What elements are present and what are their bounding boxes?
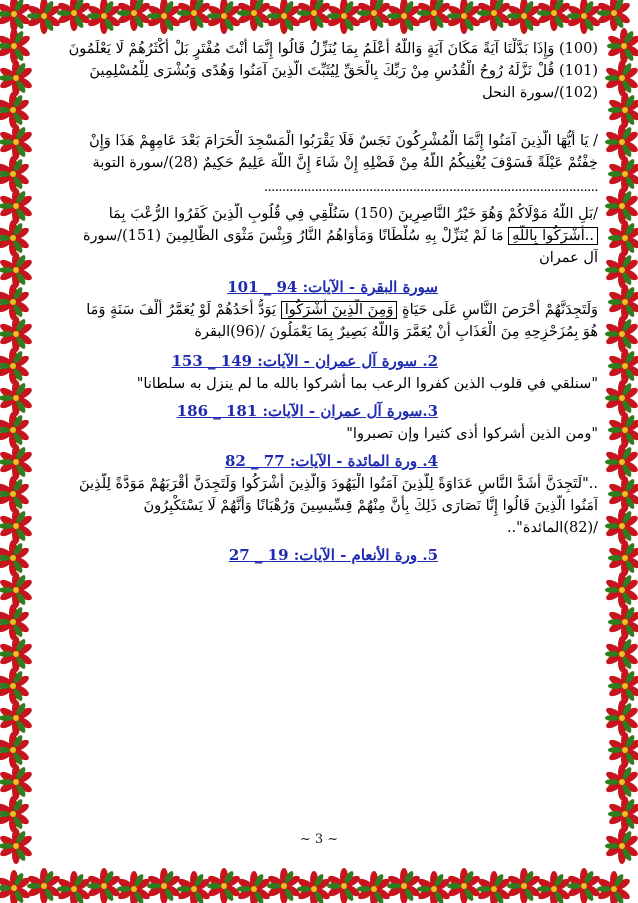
verse-text: وَلَتَجِدَنَّهُمْ أَحْرَصَ النَّاسِ عَلَى حَيَاةٍ bbox=[397, 302, 598, 318]
page-number: ~ 3 ~ bbox=[299, 832, 339, 847]
page-content bbox=[42, 38, 598, 848]
verse-line bbox=[42, 225, 598, 247]
section-heading: 4. ورة المائدة - الآيات: 77 _ 82 bbox=[224, 452, 438, 470]
section-heading: 2. سورة آل عمران - الآيات: 149 _ 153 bbox=[171, 352, 438, 370]
section-heading: سورة البقرة - الآيات: 94 _ 101 bbox=[227, 278, 438, 296]
section-heading: 5. ورة الأنعام - الآيات: 19 _ 27 bbox=[228, 546, 438, 564]
section-heading: 3.سورة آل عمران - الآيات: 181 _ 186 bbox=[176, 402, 438, 420]
quote-line: "ومن الذين أشركوا أذى كثيرا وإن تصبروا" bbox=[346, 426, 598, 442]
boxed-phrase: ..أَشْرَكُوا بِاللَّهِ bbox=[508, 227, 598, 245]
verse-line: خِفْتُمْ عَيْلَةً فَسَوْفَ يُغْنِيكُمُ اللَّهُ مِنْ فَضْلِهِ إِنْ شَاءَ إِنَّ اللَّهَ عَلِيمٌ حَكِيمٌ (28)/سورة التوبة bbox=[92, 155, 598, 171]
verse-line: .."لَتَجِدَنَّ أَشَدَّ النَّاسِ عَدَاوَةً لِلَّذِينَ آمَنُوا الْيَهُودَ وَالَّذِينَ أَشْرَكُوا وَلَتَجِدَنَّ أَقْرَبَهُمْ مَوَدَّةً لِلَّذِينَ bbox=[79, 476, 598, 492]
verse-line: /بَلِ اللَّهُ مَوْلَاكُمْ وَهُوَ خَيْرُ النَّاصِرِينَ (150) سَنُلْقِي فِي قُلُوبِ الَّذِينَ كَفَرُوا الرُّعْبَ بِمَا bbox=[108, 206, 598, 222]
verse-line: (100) وَإِذَا بَدَّلْنَا آيَةً مَكَانَ آيَةٍ وَاللَّهُ أَعْلَمُ بِمَا يُنَزِّلُ قَالُوا إِنَّمَا أَنْتَ مُفْتَرٍ بَلْ أَكْثَرُهُمْ لَا يَعْلَمُونَ bbox=[68, 41, 598, 57]
verse-text: مَا لَمْ يُنَزِّلْ بِهِ سُلْطَانًا وَمَأْوَاهُمُ النَّارُ وَبِئْسَ مَثْوَى الظَّالِمِينَ (151)/سورة bbox=[82, 228, 509, 244]
surah-reference: آل عمران bbox=[539, 250, 598, 266]
verse-line: هُوَ بِمُزَحْزِحِهِ مِنَ الْعَذَابِ أَنْ يُعَمَّرَ وَاللَّهُ بَصِيرٌ بِمَا يَعْمَلُونَ /(96)البقرة bbox=[194, 324, 598, 340]
verse-line bbox=[42, 299, 598, 321]
dotted-separator: ............................................................................................ bbox=[263, 180, 598, 195]
verse-line: / يَا أَيُّهَا الَّذِينَ آمَنُوا إِنَّمَا الْمُشْرِكُونَ نَجَسٌ فَلَا يَقْرَبُوا الْمَسْجِدَ الْحَرَامَ بَعْدَ عَامِهِمْ هَذَا وَإِنْ bbox=[89, 133, 598, 149]
boxed-phrase: وَمِنَ الَّذِينَ أَشْرَكُوا bbox=[281, 301, 398, 319]
quote-line: "سنلقي في قلوب الذين كفروا الرعب بما أشركوا بالله ما لم ينزل به سلطانا" bbox=[136, 376, 598, 392]
verse-line: آمَنُوا الَّذِينَ قَالُوا إِنَّا نَصَارَى ذَلِكَ بِأَنَّ مِنْهُمْ قِسِّيسِينَ وَرُهْبَانًا وَأَنَّهُمْ لَا يَسْتَكْبِرُونَ bbox=[143, 498, 598, 514]
surah-reference: (102)/سورة النحل bbox=[482, 85, 598, 101]
surah-reference: /(82)المائدة".. bbox=[506, 520, 598, 536]
verse-line: (101) قُلْ نَزَّلَهُ رُوحُ الْقُدُسِ مِنْ رَبِّكَ بِالْحَقِّ لِيُثَبِّتَ الَّذِينَ آمَنُوا وَهُدًى وَبُشْرَى لِلْمُسْلِمِينَ bbox=[89, 63, 598, 79]
verse-text: يَوَدُّ أَحَدُهُمْ لَوْ يُعَمَّرُ أَلْفَ سَنَةٍ وَمَا bbox=[86, 302, 281, 318]
